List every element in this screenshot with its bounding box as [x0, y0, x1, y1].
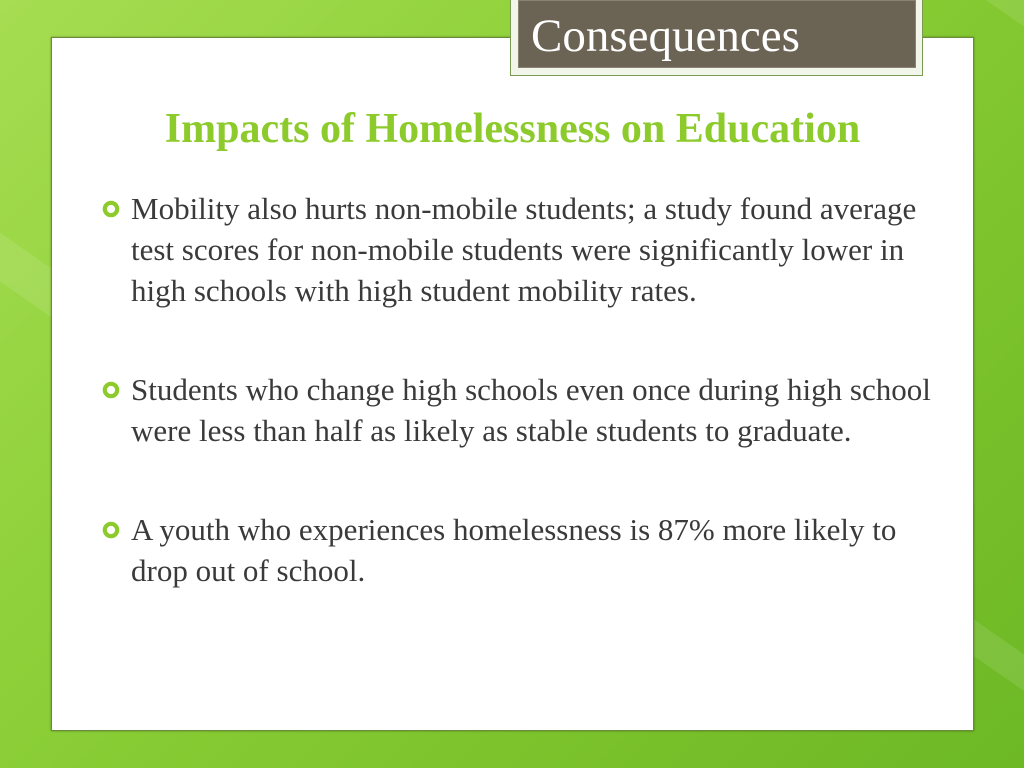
slide-content-panel	[51, 37, 974, 731]
bullet-text: Mobility also hurts non-mobile students; a study found average test scores for non-mobile students were significantly lower in high schools with high student mobility rates.	[131, 191, 917, 308]
title-tab	[518, 0, 916, 68]
bullet-list	[97, 188, 947, 591]
bullet-item	[97, 188, 947, 311]
bullet-text: Students who change high schools even once during high school were less than half as likely as stable students to graduate.	[131, 372, 931, 448]
circle-bullet-icon	[102, 200, 120, 218]
bullet-item	[97, 369, 947, 451]
circle-bullet-icon	[102, 521, 120, 539]
slide-title: Consequences	[531, 10, 800, 62]
bullet-text: A youth who experiences homelessness is 87% more likely to drop out of school.	[131, 512, 897, 588]
circle-bullet-icon	[102, 381, 120, 399]
slide-subtitle: Impacts of Homelessness on Education	[164, 106, 861, 152]
bullet-item	[97, 509, 947, 591]
